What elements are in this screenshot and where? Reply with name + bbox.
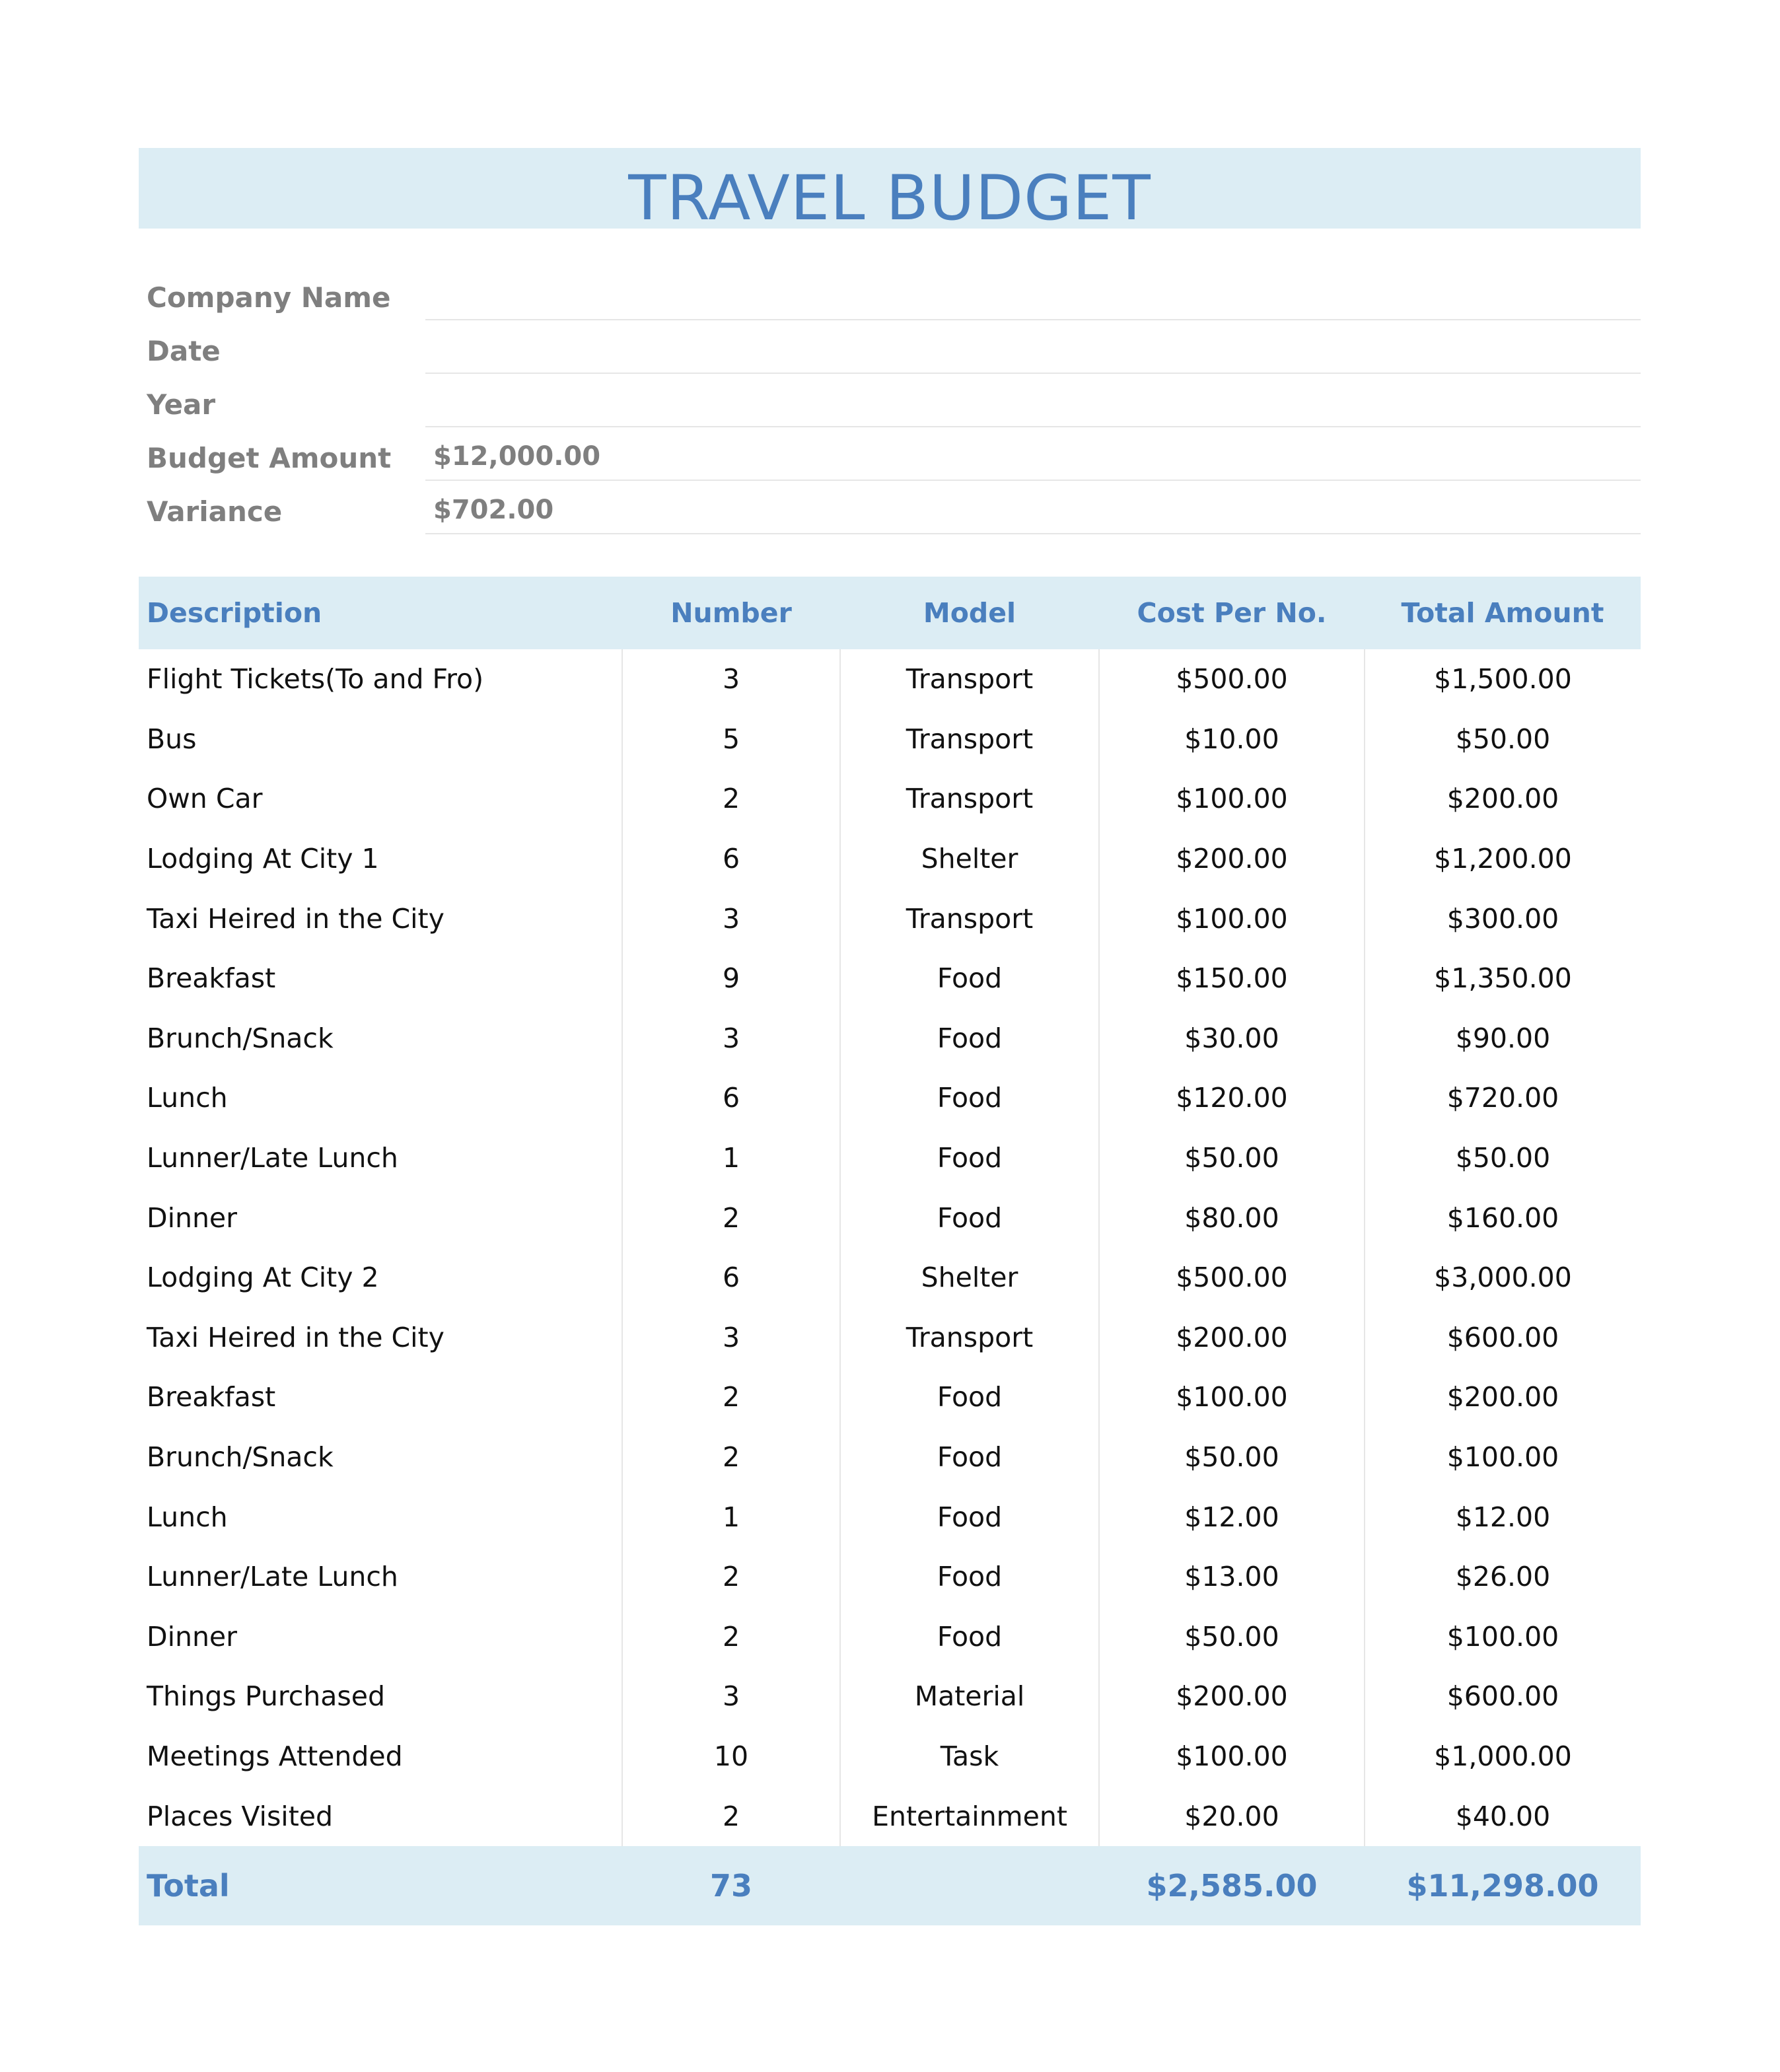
cell-cost-per-no: $100.00 bbox=[1099, 888, 1365, 948]
table-row bbox=[139, 1308, 1641, 1368]
cell-cost-per-no: $500.00 bbox=[1099, 649, 1365, 709]
cell-number: 1 bbox=[622, 1128, 840, 1188]
cell-description: Own Car bbox=[139, 769, 622, 829]
total-amount: $11,298.00 bbox=[1406, 1867, 1599, 1904]
cell-description: Brunch/Snack bbox=[139, 1009, 622, 1069]
cell-number: 2 bbox=[622, 1367, 840, 1427]
cell-model: Material bbox=[840, 1666, 1099, 1727]
total-row bbox=[139, 1846, 1641, 1925]
table-row bbox=[139, 1547, 1641, 1607]
cell-number: 3 bbox=[622, 1009, 840, 1069]
cell-description: Lunch bbox=[139, 1487, 622, 1547]
cell-description: Breakfast bbox=[139, 1367, 622, 1427]
cell-description: Lunch bbox=[139, 1068, 622, 1128]
cell-description: Lodging At City 1 bbox=[139, 829, 622, 889]
table-row bbox=[139, 1727, 1641, 1787]
info-row bbox=[139, 320, 1641, 374]
cell-model: Shelter bbox=[840, 829, 1099, 889]
total-model bbox=[840, 1846, 1099, 1925]
cell-cost-per-no: $80.00 bbox=[1099, 1188, 1365, 1248]
info-row bbox=[139, 427, 1641, 481]
cell-description: Lunner/Late Lunch bbox=[139, 1128, 622, 1188]
cell-model: Food bbox=[840, 1128, 1099, 1188]
cell-total-amount: $50.00 bbox=[1455, 1142, 1551, 1174]
cell-total-amount: $26.00 bbox=[1455, 1561, 1551, 1593]
table-row bbox=[139, 769, 1641, 829]
cell-cost-per-no: $30.00 bbox=[1099, 1009, 1365, 1069]
cell-number: 10 bbox=[622, 1727, 840, 1787]
cell-model: Transport bbox=[840, 1308, 1099, 1368]
cell-model: Food bbox=[840, 948, 1099, 1009]
cell-description: Taxi Heired in the City bbox=[139, 888, 622, 948]
total-cost-per-no: $2,585.00 bbox=[1146, 1867, 1318, 1904]
header-model: Model bbox=[923, 597, 1016, 629]
cell-number: 3 bbox=[622, 1666, 840, 1727]
cell-cost-per-no: $150.00 bbox=[1099, 948, 1365, 1009]
cell-number: 2 bbox=[622, 1547, 840, 1607]
cell-number: 3 bbox=[622, 649, 840, 709]
table-row bbox=[139, 1367, 1641, 1427]
cell-cost-per-no: $50.00 bbox=[1099, 1607, 1365, 1667]
cell-cost-per-no: $200.00 bbox=[1099, 1308, 1365, 1368]
info-label: Budget Amount bbox=[147, 442, 392, 474]
cell-cost-per-no: $100.00 bbox=[1099, 769, 1365, 829]
cell-number: 6 bbox=[622, 1068, 840, 1128]
cell-description: Breakfast bbox=[139, 948, 622, 1009]
table-row bbox=[139, 1786, 1641, 1846]
cell-total-amount: $12.00 bbox=[1455, 1501, 1551, 1533]
cell-number: 3 bbox=[622, 1308, 840, 1368]
table-row bbox=[139, 1607, 1641, 1667]
cell-model: Food bbox=[840, 1427, 1099, 1487]
cell-cost-per-no: $50.00 bbox=[1099, 1427, 1365, 1487]
table-row bbox=[139, 1248, 1641, 1308]
cell-total-amount: $50.00 bbox=[1455, 723, 1551, 755]
cell-model: Shelter bbox=[840, 1248, 1099, 1308]
cell-cost-per-no: $120.00 bbox=[1099, 1068, 1365, 1128]
info-row bbox=[139, 267, 1641, 320]
cell-total-amount: $300.00 bbox=[1446, 902, 1559, 935]
cell-model: Task bbox=[840, 1727, 1099, 1787]
info-value-field[interactable] bbox=[425, 267, 1641, 320]
cell-cost-per-no: $500.00 bbox=[1099, 1248, 1365, 1308]
cell-total-amount: $40.00 bbox=[1455, 1800, 1551, 1832]
cell-model: Food bbox=[840, 1367, 1099, 1427]
cell-cost-per-no: $12.00 bbox=[1099, 1487, 1365, 1547]
info-value-field[interactable]: $702.00 bbox=[425, 481, 1641, 534]
table-row bbox=[139, 1666, 1641, 1727]
cell-total-amount: $200.00 bbox=[1446, 783, 1559, 815]
cell-total-amount: $600.00 bbox=[1446, 1680, 1559, 1713]
total-number: 73 bbox=[709, 1867, 752, 1904]
cell-description: Dinner bbox=[139, 1607, 622, 1667]
cell-total-amount: $1,350.00 bbox=[1434, 962, 1572, 995]
cell-number: 2 bbox=[622, 1607, 840, 1667]
cell-model: Food bbox=[840, 1607, 1099, 1667]
info-value-field[interactable]: $12,000.00 bbox=[425, 427, 1641, 481]
cell-total-amount: $1,200.00 bbox=[1434, 843, 1572, 875]
table-row bbox=[139, 1068, 1641, 1128]
cell-total-amount: $1,500.00 bbox=[1434, 663, 1572, 696]
table-row bbox=[139, 649, 1641, 709]
cell-number: 5 bbox=[622, 709, 840, 769]
total-label: Total bbox=[147, 1867, 230, 1904]
cell-description: Taxi Heired in the City bbox=[139, 1308, 622, 1368]
cell-total-amount: $90.00 bbox=[1455, 1022, 1551, 1054]
cell-model: Transport bbox=[840, 709, 1099, 769]
cell-total-amount: $600.00 bbox=[1446, 1321, 1559, 1353]
table-row bbox=[139, 829, 1641, 889]
cell-description: Places Visited bbox=[139, 1786, 622, 1846]
cell-number: 6 bbox=[622, 829, 840, 889]
info-section bbox=[139, 267, 1641, 534]
cell-number: 2 bbox=[622, 1188, 840, 1248]
table-row bbox=[139, 1188, 1641, 1248]
cell-description: Flight Tickets(To and Fro) bbox=[139, 649, 622, 709]
cell-cost-per-no: $10.00 bbox=[1099, 709, 1365, 769]
header-cost-per-no: Cost Per No. bbox=[1137, 597, 1327, 629]
table-row bbox=[139, 1487, 1641, 1547]
cell-total-amount: $100.00 bbox=[1446, 1620, 1559, 1653]
cell-model: Food bbox=[840, 1487, 1099, 1547]
cell-model: Transport bbox=[840, 769, 1099, 829]
table-header-row bbox=[139, 577, 1641, 649]
header-number: Number bbox=[670, 597, 792, 629]
budget-table bbox=[139, 577, 1641, 1925]
table-row bbox=[139, 709, 1641, 769]
table-row bbox=[139, 1009, 1641, 1069]
cell-cost-per-no: $200.00 bbox=[1099, 829, 1365, 889]
cell-number: 2 bbox=[622, 1427, 840, 1487]
info-row bbox=[139, 374, 1641, 427]
page-title: TRAVEL BUDGET bbox=[628, 162, 1151, 234]
cell-total-amount: $1,000.00 bbox=[1434, 1740, 1572, 1772]
table-row bbox=[139, 888, 1641, 948]
cell-model: Transport bbox=[840, 649, 1099, 709]
info-value-field[interactable] bbox=[425, 374, 1641, 427]
info-label: Year bbox=[147, 388, 216, 421]
cell-total-amount: $100.00 bbox=[1446, 1441, 1559, 1474]
info-label: Variance bbox=[147, 495, 283, 528]
title-bar bbox=[139, 148, 1641, 234]
header-total-amount: Total Amount bbox=[1401, 597, 1604, 629]
cell-total-amount: $160.00 bbox=[1446, 1201, 1559, 1234]
table-row bbox=[139, 1427, 1641, 1487]
cell-cost-per-no: $200.00 bbox=[1099, 1666, 1365, 1727]
cell-cost-per-no: $50.00 bbox=[1099, 1128, 1365, 1188]
travel-budget-sheet bbox=[139, 148, 1641, 1925]
cell-description: Bus bbox=[139, 709, 622, 769]
cell-model: Food bbox=[840, 1188, 1099, 1248]
cell-cost-per-no: $100.00 bbox=[1099, 1727, 1365, 1787]
table-row bbox=[139, 1128, 1641, 1188]
cell-number: 1 bbox=[622, 1487, 840, 1547]
cell-number: 6 bbox=[622, 1248, 840, 1308]
cell-description: Things Purchased bbox=[139, 1666, 622, 1727]
cell-total-amount: $3,000.00 bbox=[1434, 1262, 1572, 1294]
table-body bbox=[139, 649, 1641, 1846]
cell-number: 2 bbox=[622, 769, 840, 829]
cell-number: 9 bbox=[622, 948, 840, 1009]
cell-cost-per-no: $100.00 bbox=[1099, 1367, 1365, 1427]
info-row bbox=[139, 481, 1641, 534]
cell-model: Food bbox=[840, 1547, 1099, 1607]
cell-description: Lodging At City 2 bbox=[139, 1248, 622, 1308]
table-row bbox=[139, 948, 1641, 1009]
cell-number: 2 bbox=[622, 1786, 840, 1846]
info-value-field[interactable] bbox=[425, 320, 1641, 374]
cell-number: 3 bbox=[622, 888, 840, 948]
cell-model: Food bbox=[840, 1068, 1099, 1128]
cell-total-amount: $200.00 bbox=[1446, 1381, 1559, 1413]
header-description: Description bbox=[147, 597, 322, 629]
info-label: Company Name bbox=[147, 281, 391, 314]
cell-description: Dinner bbox=[139, 1188, 622, 1248]
cell-cost-per-no: $13.00 bbox=[1099, 1547, 1365, 1607]
cell-description: Brunch/Snack bbox=[139, 1427, 622, 1487]
cell-description: Meetings Attended bbox=[139, 1727, 622, 1787]
cell-description: Lunner/Late Lunch bbox=[139, 1547, 622, 1607]
cell-model: Food bbox=[840, 1009, 1099, 1069]
cell-cost-per-no: $20.00 bbox=[1099, 1786, 1365, 1846]
info-label: Date bbox=[147, 335, 221, 367]
cell-total-amount: $720.00 bbox=[1446, 1082, 1559, 1114]
cell-model: Entertainment bbox=[840, 1786, 1099, 1846]
cell-model: Transport bbox=[840, 888, 1099, 948]
